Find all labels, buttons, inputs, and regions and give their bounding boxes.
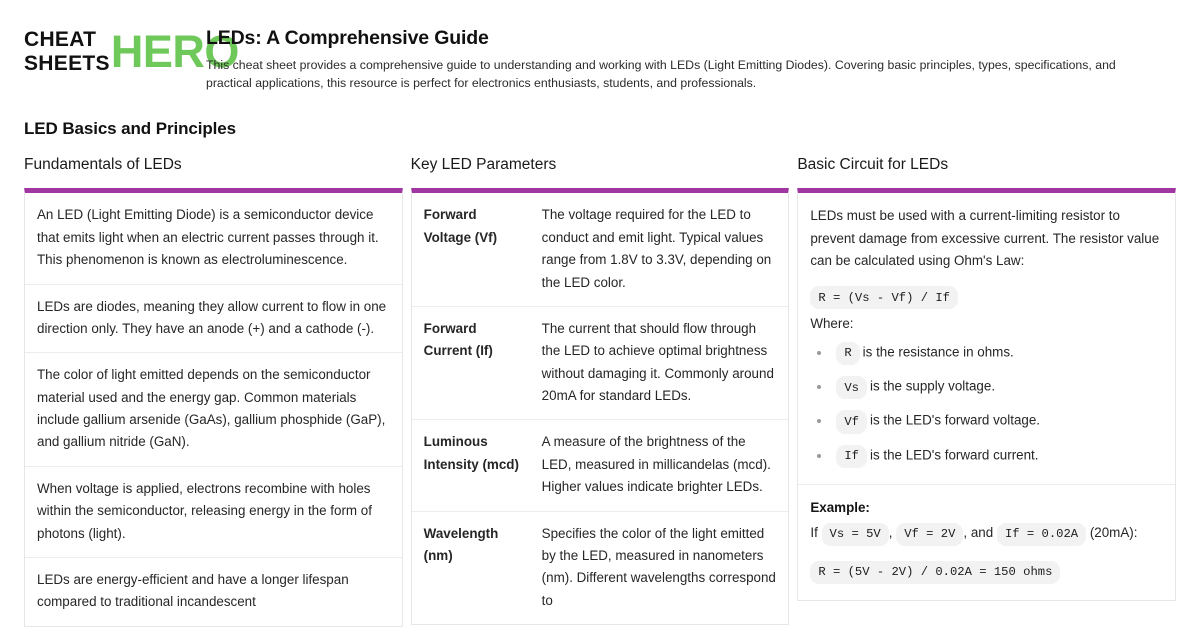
card-parameters — [411, 188, 790, 625]
symbol-code-r: R — [836, 342, 859, 365]
brand-logo-line1: CHEAT — [24, 28, 97, 51]
where-label: Where: — [810, 316, 854, 332]
parameter-description: Specifies the color of the light emitted by the LED, measured in nanometers (nm). Different wavelengths correspond to — [541, 525, 776, 608]
circuit-example-block — [798, 485, 1175, 600]
page-title: LEDs: A Comprehensive Guide — [206, 27, 489, 49]
ohms-law-formula-code: R = (Vs - Vf) / If — [810, 286, 958, 309]
brand-logo-line2: SHEETS — [24, 51, 110, 75]
column-circuit — [797, 155, 1176, 601]
example-prefix: If — [810, 525, 818, 541]
example-separator-2: , and — [963, 525, 994, 541]
circuit-intro-text: LEDs must be used with a current-limiting resistor to prevent damage from excessive current. The resistor value can be calculated using Ohm's Law: — [810, 208, 1160, 269]
circuit-formula-block — [798, 193, 1175, 484]
brand-logo-cheatsheets — [24, 28, 110, 75]
table-row — [412, 420, 789, 511]
brand-logo-hero: HERO — [110, 25, 239, 77]
table-row — [412, 511, 789, 624]
parameter-term: Luminous Intensity (mcd) — [423, 434, 519, 472]
example-code-vs: Vs = 5V — [822, 523, 889, 546]
list-item — [810, 410, 1163, 433]
symbol-code-if: If — [836, 445, 867, 468]
symbol-description: is the LED's forward current. — [869, 447, 1039, 463]
where-definition-list — [810, 342, 1163, 468]
card-circuit — [797, 188, 1176, 600]
symbol-code-vs: Vs — [836, 376, 867, 399]
list-item — [810, 342, 1163, 365]
column-fundamentals — [24, 155, 403, 626]
example-result-wrapper — [810, 560, 1163, 584]
parameter-term: Forward Voltage (Vf) — [423, 207, 498, 245]
header-text-block — [206, 22, 1176, 93]
brand-logo[interactable] — [24, 22, 239, 77]
card-fundamentals — [24, 188, 403, 626]
symbol-description: is the resistance in ohms. — [862, 344, 1014, 360]
page-header — [24, 22, 1176, 97]
parameter-description: A measure of the brightness of the LED, measured in millicandelas (mcd). Higher values indicate brighter LEDs. — [541, 434, 771, 495]
parameter-description: The current that should flow through the LED to achieve optimal brightness without damaging it. Commonly around 20mA for standard LEDs. — [541, 320, 774, 404]
parameter-term: Wavelength (nm) — [423, 525, 499, 563]
list-item: An LED (Light Emitting Diode) is a semiconductor device that emits light when an electric current passes through it. This phenomenon is known as electroluminescence. — [25, 193, 402, 284]
page-subtitle: This cheat sheet provides a comprehensive guide to understanding and working with LEDs (Light Emitting Diodes). Covering basic principles, types, specifications, and practical applications, this resource is perfect for electronics enthusiasts, students, and professionals. — [206, 58, 1116, 91]
symbol-code-vf: Vf — [836, 410, 867, 433]
list-item — [810, 445, 1163, 468]
example-code-vf: Vf = 2V — [896, 523, 963, 546]
list-item: LEDs are energy-efficient and have a longer lifespan compared to traditional incandescent — [37, 571, 349, 610]
example-code-if: If = 0.02A — [997, 523, 1086, 546]
parameters-table — [412, 193, 789, 624]
card-title-circuit: Basic Circuit for LEDs — [797, 156, 949, 174]
list-item: When voltage is applied, electrons recombine with holes within the semiconductor, releasing energy in the form of photons (light). — [25, 467, 402, 558]
example-suffix: (20mA): — [1089, 525, 1138, 541]
card-title-fundamentals: Fundamentals of LEDs — [24, 156, 182, 174]
example-expression — [810, 522, 1163, 546]
parameter-description: The voltage required for the LED to conduct and emit light. Typical values range from 1.8V to 3.3V, depending on the LED color. — [541, 207, 772, 290]
symbol-description: is the LED's forward voltage. — [869, 412, 1041, 428]
example-separator-1: , — [888, 525, 893, 541]
column-parameters — [411, 155, 790, 625]
section-heading: LED Basics and Principles — [24, 119, 236, 139]
table-row — [412, 193, 789, 306]
example-label: Example: — [810, 499, 870, 515]
card-title-parameters: Key LED Parameters — [410, 156, 557, 174]
example-result-code: R = (5V - 2V) / 0.02A = 150 ohms — [810, 561, 1060, 584]
table-row — [412, 306, 789, 420]
parameter-term: Forward Current (If) — [423, 320, 493, 359]
formula-code-wrapper — [810, 286, 1163, 310]
list-item: LEDs are diodes, meaning they allow current to flow in one direction only. They have an anode (+) and a cathode (-). — [25, 285, 402, 354]
list-item — [810, 376, 1163, 399]
columns-container — [24, 155, 1176, 626]
list-item: The color of light emitted depends on the semiconductor material used and the energy gap. Common materials include gallium arsenide (GaAs), gallium phosphide (GaP), and gallium nitride (GaN). — [25, 353, 402, 467]
symbol-description: is the supply voltage. — [869, 378, 996, 394]
